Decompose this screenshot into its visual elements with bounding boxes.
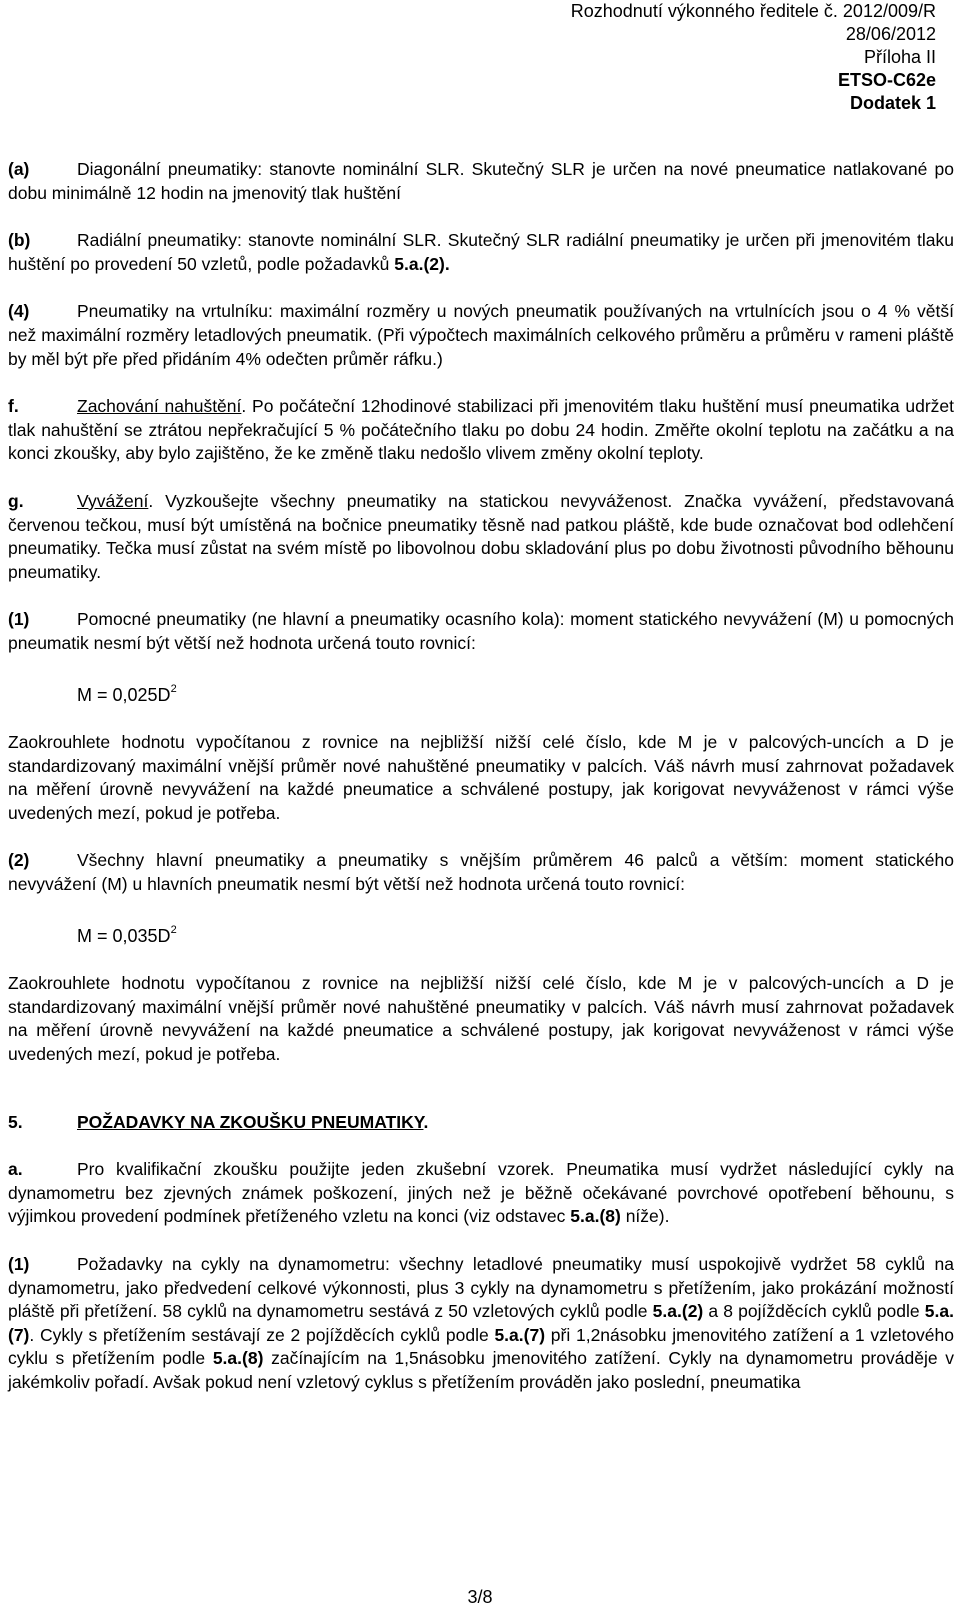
reference: 5.a.(8) (570, 1206, 621, 1227)
paragraph-a-bias-tyres (8, 158, 954, 205)
item-label: (b) (8, 230, 31, 251)
paragraph-text: Všechny hlavní pneumatiky a pneumatiky s vnějším průměrem 46 palců a větším: moment statického nevyvážení (M) u hlavních pneumatik nesmí být větší než hodnota určená touto rovnicí: (8, 850, 954, 895)
paragraph-text: Pneumatiky na vrtulníku: maximální rozměry u nových pneumatik používaných na vrtulnících jsou o 4 % větší než maximální rozměry letadlových pneumatik. (Při výpočtech maximálních celkového průměru a průměru v rameni pláště by měl být pře před přidáním 4% odečten průměr ráfku.) (8, 301, 954, 369)
paragraph-text: . Vyzkoušejte všechny pneumatiky na statickou nevyváženost. Značka vyvážení, představovaná červenou tečkou, musí být umístěná na bočnice pneumatiky těsně nad patkou pláště, kde bude označovat bod odlehčení pneumatiky. Tečka musí zůstat na svém místě po libovolnou dobu skladování plus po dobu životnosti původního běhounu pneumatiky. (8, 490, 954, 582)
item-label: (4) (8, 301, 30, 322)
paragraph-text: Pro kvalifikační zkoušku použijte jeden zkušební vzorek. Pneumatika musí vydržet následující cykly na dynamometru bez zjevných známek poškození, jiných než je běžně očekávané povrchové opotřebení běhounu, s výjimkou provedení podmínek přetíženého vzletu na konci (viz odstavec (8, 1159, 954, 1227)
item-label: (1) (8, 609, 30, 630)
item-label: g. (8, 490, 24, 511)
item-label: f. (8, 396, 19, 417)
paragraph-text: . Po počáteční 12hodinové stabilizaci při jmenovitém tlaku huštění musí pneumatika udržet tlak nahuštění se ztrátou nepřekračující 5 % počátečního tlaku po dobu 24 hodin. Změřte okolní teplotu na začátku a na konci zkoušky, aby bylo zajištěno, že ke změně tlaku nedošlo vlivem změny okolní teploty. (8, 396, 954, 464)
page-header (571, 0, 936, 115)
reference: 5.a.(2) (652, 1301, 704, 1322)
page-number: 3/8 (467, 1587, 493, 1607)
section-g-balance (8, 490, 954, 584)
header-appendix: Dodatek 1 (849, 93, 936, 113)
header-date: 28/06/2012 (845, 24, 936, 44)
paragraph-5a: a. Pro kvalifikační zkoušku použijte jeden zkušební vzorek. Pneumatika musí vydržet následující cykly na dynamometru bez zjevných známek poškození, jiných než je běžně očekávané povrchové opotřebení běhounu, s výjimkou provedení podmínek přetíženého vzletu na konci (viz odstavec 5.a.(8) níže). (8, 1159, 954, 1227)
item-label: (2) (8, 850, 30, 871)
paragraph-5a1-dynamometer-cycles: (1) Požadavky na cykly na dynamometru: všechny letadlové pneumatiky musí uspokojivě vydržet 58 cyklů na dynamometru, jako předvedení celkové výkonnosti, plus 3 cykly na dynamometru s přetížením, jako prokázání možností pláště při přetížení. 58 cyklů na dynamometru sestává z 50 vzletových cyklů podle 5.a.(2) a 8 pojížděcích cyklů podle 5.a.(7). Cykly s přetížením sestávají ze 2 pojížděcích cyklů podle 5.a.(7) při 1,2násobku jmenovitého zatížení a 1 vzletového cyklu s přetížením podle 5.a.(8) začínajícím na 1,5násobku jmenovitého zatížení. Cykly na dynamometru prováděje v jakémkoliv pořadí. Avšak pokud není vzletový cyklus s přetížením prováděn jako poslední, pneumatika (8, 1254, 955, 1392)
paragraph-text: Zaokrouhlete hodnotu vypočítanou z rovnice na nejbližší nižší celé číslo, kde M je v palcových-uncích a D je standardizovaný maximální vnější průměr nové nahuštěné pneumatiky v palcích. Váš návrh musí zahrnovat požadavek na měření úrovně nevyvážení na každé pneumatice a schválené postupy, jak korigovat nevyváženost v rámci výše uvedených mezí, pokud je potřeba. (8, 973, 954, 1065)
equation-main: $M = 0,035D^2$ (77, 923, 177, 946)
paragraph-b-radial-tyres: (b) Radiální pneumatiky: stanovte nominální SLR. Skutečný SLR radiální pneumatiky je určen při jmenovitém tlaku huštění po provedení 50 vzletů, podle požadavků 5.a.(2). (8, 230, 954, 274)
section-title: Zachování nahuštění (77, 396, 242, 417)
paragraph-text: Zaokrouhlete hodnotu vypočítanou z rovnice na nejbližší nižší celé číslo, kde M je v palcových-uncích a D je standardizovaný maximální vnější průměr nové nahuštěné pneumatiky v palcích. Váš návrh musí zahrnovat požadavek na měření úrovně nevyvážení na každé pneumatice a schválené postupy, jak korigovat nevyváženost v rámci výše uvedených mezí, pokud je potřeba. (8, 732, 954, 823)
header-annex: Příloha II (863, 47, 936, 67)
item-label: a. (8, 1159, 23, 1180)
paragraph-g1-auxiliary-tyres (8, 608, 954, 655)
item-label: (a) (8, 159, 30, 179)
reference: 5.a.(2) (394, 253, 445, 274)
reference: 5.a.(7) (494, 1324, 546, 1345)
section-title: POŽADAVKY NA ZKOUŠKU PNEUMATIKY (77, 1111, 424, 1132)
section-number: 5. (8, 1111, 23, 1132)
paragraph-g2-main-tyres (8, 849, 954, 896)
paragraph-text: Radiální pneumatiky: stanovte nominální SLR. Skutečný SLR radiální pneumatiky je určen při jmenovitém tlaku huštění po provedení 50 vzletů, podle požadavků (8, 230, 954, 274)
reference: 5.a.(7) (8, 1301, 954, 1345)
header-etso: ETSO-C62e (837, 70, 936, 90)
section-f-pressure-retention (8, 395, 954, 466)
paragraph-g2-rounding (8, 972, 954, 1066)
section-5-heading: 5. POŽADAVKY NA ZKOUŠKU PNEUMATIKY. (8, 1111, 954, 1135)
paragraph-text: Pomocné pneumatiky (ne hlavní a pneumatiky ocasního kola): moment statického nevyvážení (M) u pomocných pneumatik nesmí být větší než hodnota určená touto rovnicí: (8, 609, 954, 653)
paragraph-g1-rounding (8, 731, 954, 825)
paragraph-4-helicopter-tyres (8, 300, 954, 371)
document-body (8, 158, 954, 1395)
section-title: Vyvážení (77, 490, 149, 511)
item-label: (1) (8, 1254, 30, 1274)
header-decision-ref: Rozhodnutí výkonného ředitele č. 2012/009/R (570, 1, 936, 21)
reference: 5.a.(8) (212, 1348, 264, 1369)
paragraph-text: Diagonální pneumatiky: stanovte nominální SLR. Skutečný SLR je určen na nové pneumatice natlakované po dobu minimálně 12 hodin na jmenovitý tlak huštění (8, 159, 954, 203)
equation-auxiliary: $M = 0,025D^2$ (77, 682, 177, 705)
